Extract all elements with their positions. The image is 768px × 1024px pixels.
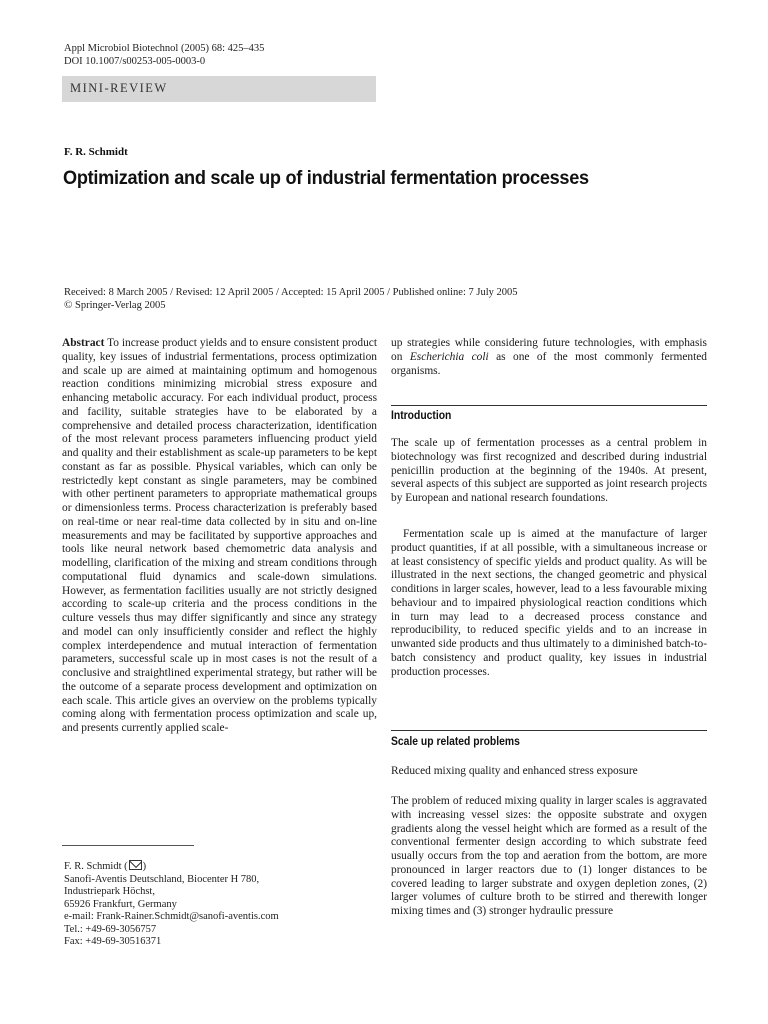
- copyright-text: Springer-Verlag 2005: [74, 300, 166, 311]
- scaleup-paragraph-1: The problem of reduced mixing quality in larger scales is aggravated with increasing vessel sizes: the opposite substrate and oxygen gradients along the vessel height which are formed as a result of the conventional fermenter design according to which substrate feed usually occurs from the top and aeration from the bottom, are more pronounced in larger reactors due to (1) longer distances to be covered leading to larger substrate and oxygen depletion zones, (2) larger volumes of culture broth to be stirred and therewith longer mixing times and (3) stronger hydraulic pressure: [391, 795, 707, 917]
- affiliation-email: e-mail: Frank-Rainer.Schmidt@sanofi-aventis.com: [64, 911, 279, 922]
- affiliation-line-2: Industriepark Höchst,: [64, 886, 155, 897]
- date-history: Received: 8 March 2005 / Revised: 12 April 2005 / Accepted: 15 April 2005 / Published online: 7 July 2005: [64, 287, 518, 298]
- copyright-icon: ©: [64, 299, 73, 311]
- affiliation-line-1: Sanofi-Aventis Deutschland, Biocenter H 780,: [64, 873, 260, 885]
- section-divider: [391, 405, 707, 406]
- doi: DOI 10.1007/s00253-005-0003-0: [64, 56, 206, 67]
- publication-history: [64, 286, 518, 312]
- article-title: Optimization and scale up of industrial fermentation processes: [63, 167, 589, 189]
- abstract-heading: Abstract: [62, 337, 105, 349]
- affiliation-name: F. R. Schmidt (: [64, 861, 128, 872]
- author-name: F. R. Schmidt: [64, 146, 128, 158]
- journal-reference: [64, 42, 264, 68]
- introduction-paragraph-2: Fermentation scale up is aimed at the manufacture of larger product quantities, if at all possible, with a simultaneous increase or at least consistency of specific yields and product quality. As will be illustrated in the next sections, the changed geometric and physical conditions in larger scales, however, lead to a less favourable mixing behaviour and to impaired physiological reaction conditions which in turn may lead to a decreased process constance and reproducibility, to reduced specific yields and to an increase in unwanted side products and thus ultimately to a diminished batch-to-batch consistency and product quality, key issues in industrial production processes.: [391, 528, 707, 678]
- introduction-heading: Introduction: [391, 410, 452, 422]
- section-divider: [391, 730, 707, 731]
- affiliation-tel: Tel.: +49-69-3056757: [64, 923, 157, 935]
- footnote-divider: [62, 845, 194, 846]
- envelope-icon: [129, 860, 142, 870]
- abstract-column: [62, 337, 377, 736]
- scaleup-subheading: Reduced mixing quality and enhanced stress exposure: [391, 765, 638, 777]
- abstract-continuation: [391, 337, 707, 378]
- affiliation-line-3: 65926 Frankfurt, Germany: [64, 898, 177, 910]
- author-affiliation: [64, 860, 279, 949]
- copyright-line: [64, 299, 518, 312]
- abstract-text-cont: up strategies while considering future technologies, with emphasis on: [391, 337, 707, 363]
- affiliation-name-line: [64, 860, 279, 874]
- introduction-paragraph-1: The scale up of fermentation processes as a central problem in biotechnology was first recognized and described during industrial penicillin production at the beginning of the 1940s. At present, several aspects of this subject are supported as joint research projects by European and national research foundations.: [391, 437, 707, 504]
- affiliation-name-close: ): [142, 861, 147, 872]
- abstract-text: To increase product yields and to ensure consistent product quality, key issues of industrial fermentations, process optimization and scale up are aimed at maintaining optimum and homogenous reaction conditions minimizing microbial stress exposure and enhancing metabolic accuracy. For each individual product, process and facility, suitable strategies have to be elaborated by a comprehensive and detailed process characterization, identification of the most relevant process parameters influencing product yield and quality and their establishment as scale-up parameters to be kept constant as far as possible. Physical variables, which can only be restrictedly kept constant as single parameters, may be combined with other pertinent parameters to appropriate mathematical groups or dimensionless terms. Process characterization is preferably based on real-time or near real-time data collected by in situ and on-line measurements and may be facilitated by supportive approaches and tools like neural network based chemometric data analysis and modelling, clarification of the mixing and stream conditions through computational fluid dynamics and scale-down simulations. However, as fermentation facilities usually are not strictly designed according to scale-up criteria and the process conditions in the culture vessels thus may differ significantly and since any strategy and model can only insufficiently consider and reflect the highly complex interdependence and mutual interaction of fermentation parameters, successful scale up in most cases is not the result of a conclusive and straightlined experimental strategy, but rather will be the outcome of a separate process development and optimization on each scale. This article gives an overview on the problems typically coming along with fermentation process optimization and scale up, and presents currently applied scale-: [62, 337, 377, 734]
- section-banner: [62, 76, 376, 102]
- abstract-text-end: as one of the most commonly fermented organisms.: [391, 350, 707, 377]
- organism-name: Escherichia coli: [409, 350, 489, 363]
- section-label: MINI-REVIEW: [70, 81, 168, 95]
- affiliation-fax: Fax: +49-69-30516371: [64, 936, 162, 947]
- journal-citation: Appl Microbiol Biotechnol (2005) 68: 425–435: [64, 43, 265, 54]
- scaleup-heading: Scale up related problems: [391, 736, 520, 748]
